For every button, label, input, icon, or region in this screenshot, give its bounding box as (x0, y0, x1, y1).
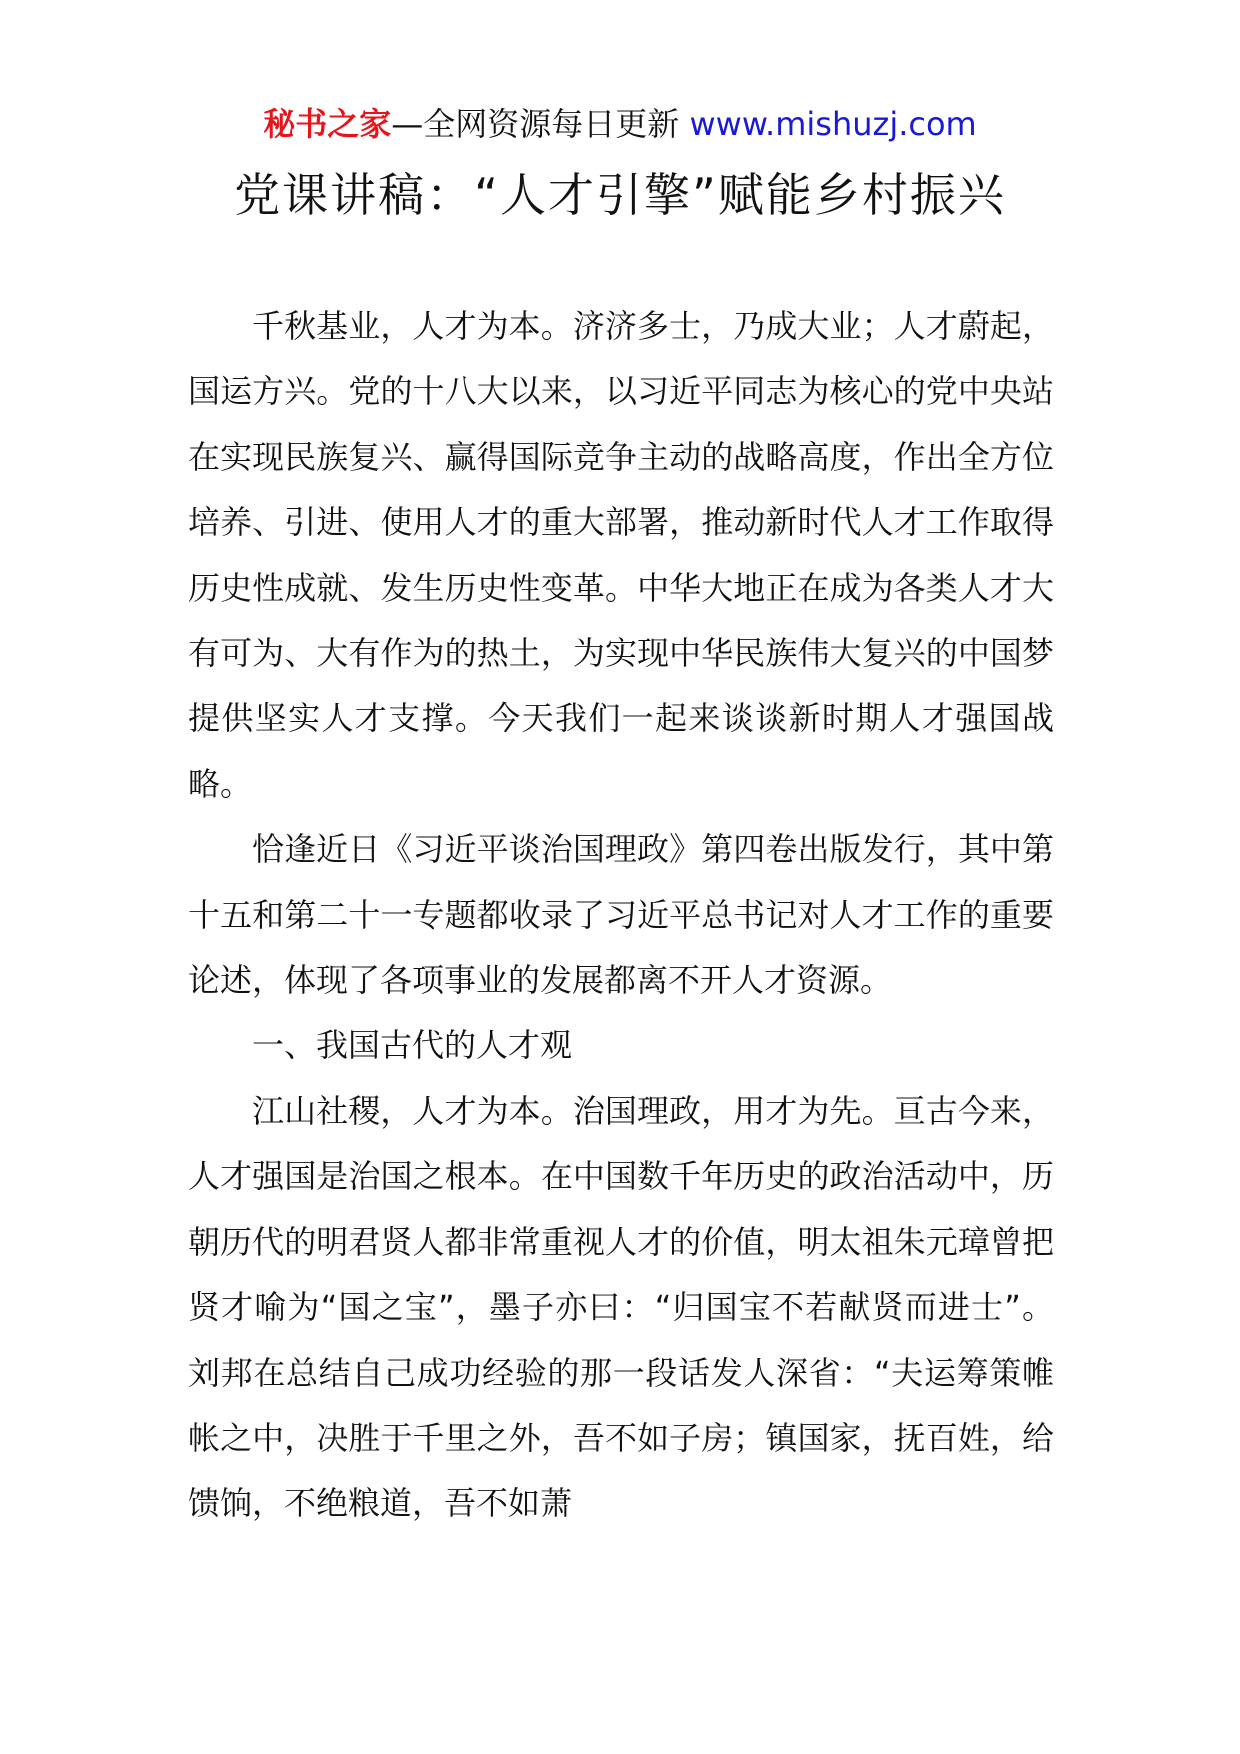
paragraph-book-release: 恰逢近日《习近平谈治国理政》第四卷出版发行，其中第十五和第二十一专题都收录了习近平总书记对人才工作的重要论述，体现了各项事业的发展都离不开人才资源。 (188, 830, 1054, 1000)
paragraph-intro: 千秋基业，人才为本。济济多士，乃成大业；人才蔚起，国运方兴。党的十八大以来，以习近平同志为核心的党中央站在实现民族复兴、赢得国际竞争主动的战略高度，作出全方位培养、引进、使用人才的重大部署，推动新时代人才工作取得历史性成就、发生历史性变革。中华大地正在成为各类人才大有可为、大有作为的热土，为实现中华民族伟大复兴的中国梦提供坚实人才支撑。今天我们一起来谈谈新时期人才强国战略。 (188, 307, 1054, 803)
section-heading-ancient-talent-view: 一、我国古代的人才观 (252, 1026, 573, 1065)
site-brand: 秘书之家 (263, 105, 392, 143)
site-header (0, 104, 1240, 144)
paragraph-ancient-talent: 江山社稷，人才为本。治国理政，用才为先。亘古今来，人才强国是治国之根本。在中国数千年历史的政治活动中，历朝历代的明君贤人都非常重视人才的价值，明太祖朱元璋曾把贤才喻为“国之宝”，墨子亦曰：“归国宝不若献贤而进士”。刘邦在总结自己成功经验的那一段话发人深省：“夫运筹策帷帐之中，决胜于千里之外，吾不如子房；镇国家，抚百姓，给馈饷，不绝粮道，吾不如萧 (188, 1091, 1054, 1523)
site-slogan: —全网资源每日更新 (391, 105, 690, 143)
document-title: 党课讲稿：“人才引擎”赋能乡村振兴 (234, 168, 1006, 222)
site-url-link[interactable]: www.mishuzj.com (689, 105, 977, 143)
document-body (188, 294, 1054, 1537)
